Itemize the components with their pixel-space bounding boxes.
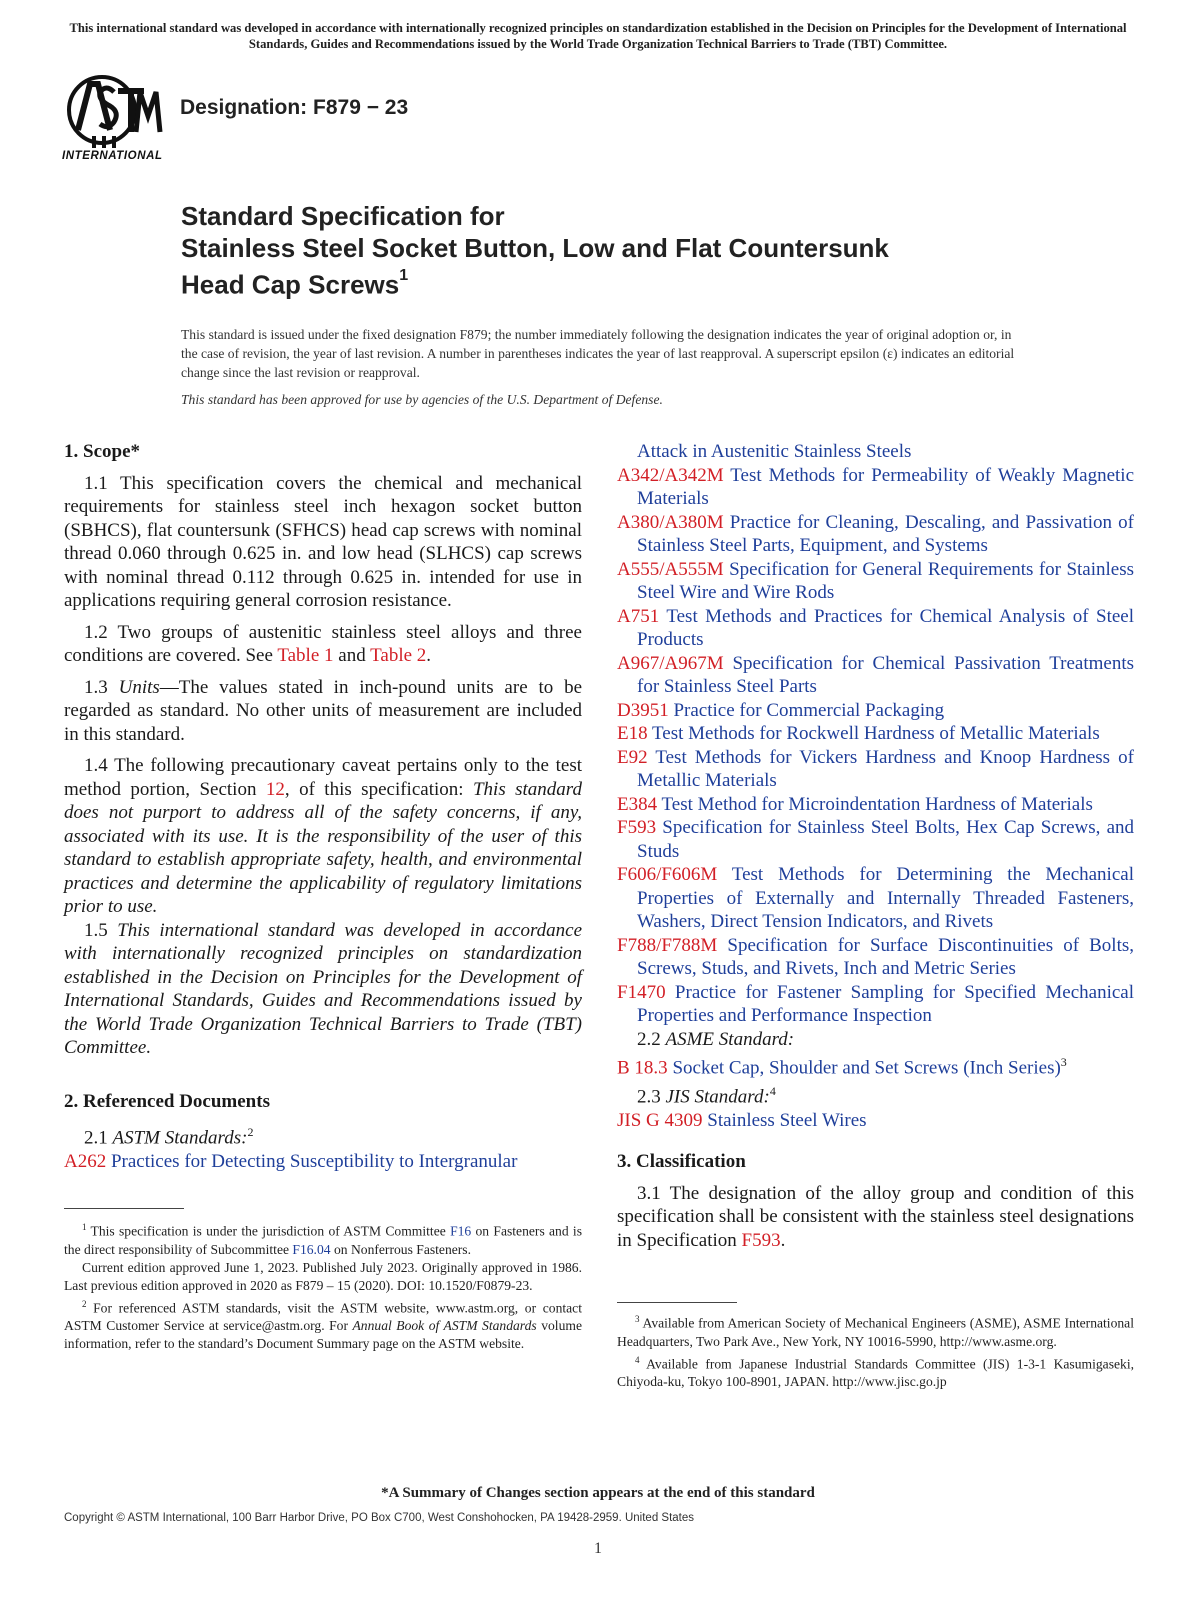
ref-title[interactable]: Practice for Commercial Packaging [673, 699, 945, 721]
footnote-2-mark: 2 [82, 1298, 87, 1309]
committee-f16-link[interactable]: F16 [450, 1223, 472, 1239]
ref-item[interactable] [617, 793, 1134, 817]
scope-1-2-end: . [426, 645, 432, 666]
ref-item[interactable] [617, 652, 1134, 699]
jis-standard-label [617, 1080, 1134, 1109]
ref-item-jis[interactable] [617, 1109, 1134, 1133]
astm-international-logo [62, 70, 168, 165]
scope-1-2-text: 1.2 Two groups of austenitic stainless steel alloys and three conditions are covered. See [64, 621, 582, 666]
scope-1-5 [64, 919, 582, 1060]
footnotes-right [617, 1310, 1134, 1391]
footnote-3 [617, 1310, 1134, 1351]
f593-link[interactable]: F593 [741, 1229, 781, 1251]
ref-code[interactable]: A751 [617, 605, 660, 627]
title-line-3-text: Head Cap Screws [181, 269, 400, 300]
scope-heading: 1. Scope* [64, 441, 140, 462]
scope-1-2 [64, 621, 582, 668]
ref-item[interactable] [617, 464, 1134, 511]
footnote-1-edition: Current edition approved June 1, 2023. Published July 2023. Originally approved in 1986. Last previous edition approved in 2020 as F879 – 15 (2020). DOI: 10.1520/F0879-23. [64, 1259, 582, 1293]
subcommittee-f16-04-link[interactable]: F16.04 [292, 1241, 331, 1257]
ref-item[interactable] [617, 746, 1134, 793]
top-notice: This international standard was developed in accordance with internationally recognized principles on standardization established in the Decision on Principles for the Development of International Standards, Guides and Recommendations issued by the World Trade Organization Technical Barriers to Trade (TBT) Committee. [69, 21, 1127, 51]
scope-1-4-text-b: , of this specification: [284, 778, 473, 800]
footnote-4-text: Available from Japanese Industrial Standards Committee (JIS) 1-3-1 Kasumigaseki, Chiyoda-ku, Tokyo 100-8901, JAPAN. http://www.jisc.go.jp [617, 1356, 1134, 1390]
ref-code[interactable]: F788/F788M [617, 934, 718, 956]
ref-item[interactable] [617, 816, 1134, 863]
ref-title[interactable]: Test Methods for Determining the Mechanical Properties of Externally and Internally Threaded Fasteners, Washers, Direct Tension Indicators, and Rivets [637, 864, 1134, 932]
ref-code[interactable]: F1470 [617, 981, 666, 1003]
refdocs-heading: 2. Referenced Documents [64, 1090, 270, 1112]
ref-item[interactable] [617, 605, 1134, 652]
jis-footnote-mark: 4 [769, 1083, 776, 1098]
classification-3-1 [617, 1182, 1134, 1253]
asme-footnote-mark: 3 [1060, 1055, 1067, 1069]
ref-title[interactable]: Test Methods for Vickers Hardness and Knoop Hardness of Metallic Materials [637, 746, 1134, 791]
ref-title[interactable]: Practices for Detecting Susceptibility to Intergranular [110, 1150, 518, 1172]
ref-title[interactable]: Practice for Fastener Sampling for Specified Mechanical Properties and Performance Inspection [637, 981, 1134, 1026]
footnote-1-text: This specification is under the jurisdiction of ASTM Committee [90, 1223, 451, 1239]
scope-1-1: 1.1 This specification covers the chemical and mechanical requirements for stainless steel inch hexagon socket button (SBHCS), flat countersunk (SFHCS) head cap screws with nominal thread 0.060 through 0.625 in. and low head (SLHCS) cap screws with nominal thread 0.112 through 0.625 in. intended for use in applications requiring general corrosion resistance. [64, 472, 582, 611]
summary-of-changes-note: *A Summary of Changes section appears at the end of this standard [381, 1485, 815, 1501]
asme-num: 2.2 [637, 1028, 666, 1050]
scope-1-3-num: 1.3 [84, 676, 119, 698]
jis-num: 2.3 [637, 1086, 666, 1108]
ref-code[interactable]: D3951 [617, 699, 669, 721]
left-column [64, 440, 582, 1173]
dod-note: This standard has been approved for use by agencies of the U.S. Department of Defense. [181, 392, 663, 407]
right-column [617, 440, 1134, 1252]
footnote-2-italic: Annual Book of ASTM Standards [352, 1318, 537, 1334]
title-footnote-mark: 1 [399, 267, 409, 284]
ref-title-continued[interactable]: Attack in Austenitic Stainless Steels [637, 441, 912, 462]
ref-code[interactable]: A262 [64, 1150, 107, 1172]
footnote-1-text-b: on Fasteners and is the direct responsibility of Subcommittee [64, 1223, 583, 1257]
footnote-4 [617, 1351, 1134, 1392]
ref-item[interactable] [617, 699, 1134, 723]
scope-1-2-and: and [333, 645, 371, 666]
astm-standards-label [64, 1121, 582, 1150]
footnote-rule-right [617, 1302, 737, 1303]
astm-num: 2.1 [84, 1127, 113, 1149]
ref-code[interactable]: E18 [617, 723, 648, 744]
page-number: 1 [594, 1540, 602, 1557]
designation: Designation: F879 − 23 [180, 96, 409, 119]
ref-item[interactable] [617, 934, 1134, 981]
page-title [181, 200, 1081, 301]
ref-code[interactable]: A342/A342M [617, 464, 724, 486]
astm-footnote-mark: 2 [247, 1125, 254, 1139]
jis-fn-sup [770, 1084, 776, 1098]
section-12-link[interactable]: 12 [265, 778, 285, 800]
ref-title[interactable]: Test Methods for Permeability of Weakly Magnetic Materials [637, 464, 1134, 509]
scope-1-5-text: This international standard was developed in accordance with internationally recognized principles on standardization established in the Decision on Principles for the Development of International Standards, Guides and Recommendations issued by the World Trade Organization Technical Barriers to Trade (TBT) Committee. [64, 919, 582, 1058]
ref-code[interactable]: B 18.3 [617, 1057, 668, 1079]
copyright: Copyright © ASTM International, 100 Barr Harbor Drive, PO Box C700, West Conshohocken, PA 19428-2959. United States [64, 1512, 695, 1524]
ref-code[interactable]: F593 [617, 817, 657, 838]
footnote-3-mark: 3 [635, 1314, 640, 1324]
ref-title[interactable]: Stainless Steel Wires [707, 1109, 867, 1131]
ref-title[interactable]: Specification for Surface Discontinuities of Bolts, Screws, Studs, and Rivets, Inch and Metric Series [637, 934, 1135, 979]
ref-item[interactable] [64, 1150, 582, 1174]
ref-item-asme[interactable] [617, 1051, 1134, 1080]
title-line-1: Standard Specification for [181, 201, 505, 231]
classification-heading: 3. Classification [617, 1151, 746, 1173]
ref-code[interactable]: F606/F606M [617, 864, 718, 885]
footnote-1-text-c: on Nonferrous Fasteners. [330, 1241, 472, 1257]
footnote-2-text-b: volume information, refer to the standard’s Document Summary page on the ASTM website. [64, 1318, 582, 1352]
classification-3-1-text: 3.1 The designation of the alloy group and condition of this specification shall be consistent with the stainless steel designations in Specification [617, 1182, 1134, 1251]
ref-code[interactable]: A555/A555M [617, 558, 724, 580]
footnotes-left [64, 1218, 582, 1353]
ref-item[interactable] [617, 981, 1134, 1028]
footnote-2-text: For referenced ASTM standards, visit the ASTM website, www.astm.org, or contact ASTM Customer Service at service@astm.org. For [64, 1300, 582, 1334]
ref-title[interactable]: Test Method for Microindentation Hardness of Materials [661, 793, 1093, 815]
scope-1-4-caveat: This standard does not purport to address all of the safety concerns, if any, associated with its use. It is the responsibility of the user of this standard to establish appropriate safety, health, and environmental practices and determine the applicability of regulatory limitations prior to use. [64, 778, 582, 917]
ref-code[interactable]: E384 [617, 793, 658, 815]
ref-item[interactable] [617, 558, 1134, 605]
ref-item-continued [617, 440, 1134, 464]
ref-code[interactable]: JIS G 4309 [617, 1109, 703, 1131]
footnote-2 [64, 1295, 582, 1354]
ref-title[interactable]: Socket Cap, Shoulder and Set Screws (Inch Series) [672, 1057, 1061, 1079]
ref-item[interactable] [617, 511, 1134, 558]
jis-label: JIS Standard: [665, 1086, 770, 1108]
ref-code[interactable]: A380/A380M [617, 511, 724, 533]
title-line-2: Stainless Steel Socket Button, Low and Flat Countersunk [181, 233, 889, 263]
ref-title[interactable]: Practice for Cleaning, Descaling, and Passivation of Stainless Steel Parts, Equipment, and Systems [637, 511, 1134, 556]
logo-text: INTERNATIONAL [62, 150, 162, 162]
footnote-4-mark: 4 [635, 1354, 640, 1365]
ref-code[interactable]: E92 [617, 746, 648, 768]
scope-1-3-text: —The values stated in inch-pound units are to be regarded as standard. No other units of measurement are included in this standard. [64, 676, 583, 745]
scope-1-5-num: 1.5 [84, 919, 118, 941]
issued-note: This standard is issued under the fixed designation F879; the number immediately following the designation indicates the year of original adoption or, in the case of revision, the year of last revision. A number in parentheses indicates the year of last reapproval. A superscript epsilon (ε) indicates an editorial change since the last revision or reapproval. [181, 327, 1015, 380]
ref-item[interactable] [617, 863, 1134, 934]
ref-title[interactable]: Specification for Chemical Passivation Treatments for Stainless Steel Parts [637, 652, 1135, 697]
ref-item[interactable] [617, 722, 1134, 746]
table-2-link[interactable]: Table 2 [370, 645, 427, 666]
scope-1-3-label: Units [118, 676, 160, 698]
table-1-link[interactable]: Table 1 [277, 645, 334, 666]
footnote-1 [64, 1218, 582, 1259]
asme-label: ASME Standard: [665, 1028, 795, 1050]
scope-1-4-text: 1.4 The following precautionary caveat pertains only to the test method portion, Section [64, 755, 582, 800]
ref-code[interactable]: A967/A967M [617, 652, 724, 674]
scope-1-4 [64, 754, 582, 919]
footnote-rule-left [64, 1208, 184, 1209]
classification-3-1-end: . [780, 1229, 786, 1251]
ref-title[interactable]: Test Methods and Practices for Chemical Analysis of Steel Products [637, 605, 1134, 650]
footnote-1-mark: 1 [82, 1222, 87, 1232]
ref-title[interactable]: Test Methods for Rockwell Hardness of Metallic Materials [652, 723, 1100, 744]
asme-standard-label [617, 1028, 1134, 1052]
footnote-3-text: Available from American Society of Mechanical Engineers (ASME), ASME International Headquarters, Two Park Ave., New York, NY 10016-5990, http://www.asme.org. [617, 1315, 1134, 1349]
scope-1-3 [64, 676, 582, 747]
title-line-3 [181, 264, 1081, 301]
ref-title[interactable]: Specification for Stainless Steel Bolts, Hex Cap Screws, and Studs [637, 817, 1135, 862]
asme-fn-sup [1061, 1055, 1067, 1069]
astm-label: ASTM Standards: [112, 1127, 248, 1149]
ref-title[interactable]: Specification for General Requirements for Stainless Steel Wire and Wire Rods [637, 558, 1135, 603]
